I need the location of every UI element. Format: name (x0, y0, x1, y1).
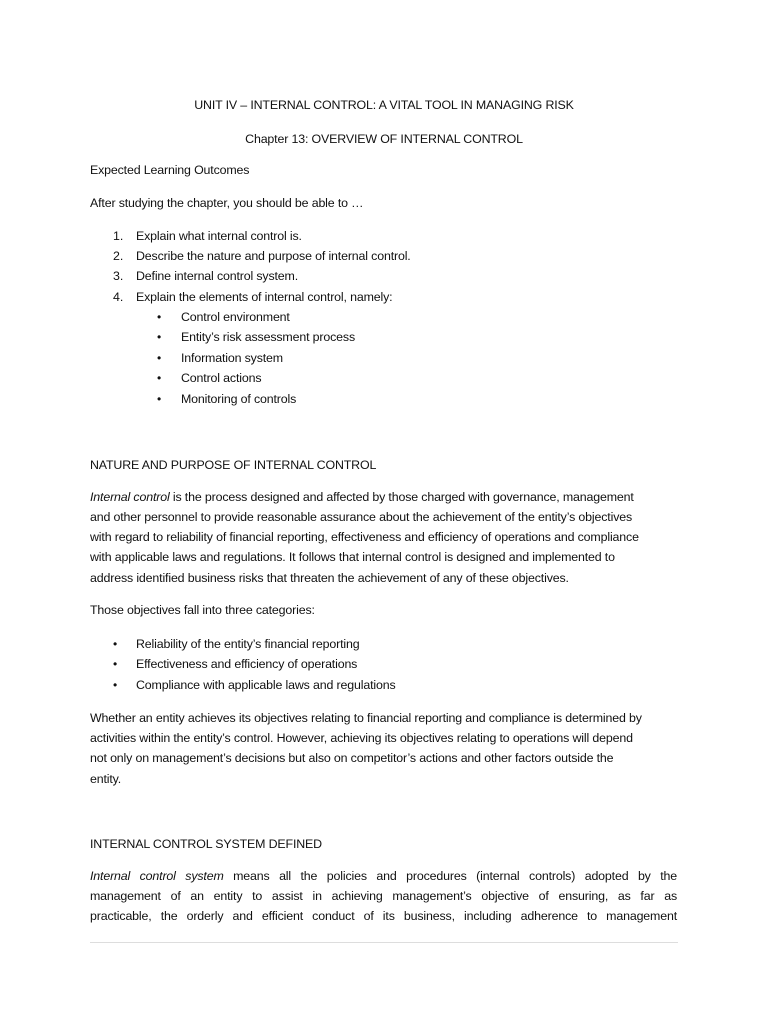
list-item-text: Explain what internal control is. (136, 229, 302, 243)
paragraph-line: Whether an entity achieves its objectives relating to financial reporting and compliance is determined by (90, 711, 642, 725)
sublist-item-text: Information system (181, 351, 283, 365)
sublist-item-text: Entity’s risk assessment process (181, 330, 356, 344)
paragraph-line: practicable, the orderly and efficient conduct of its business, including adherence to management (90, 909, 677, 923)
paragraph-line: Internal control is the process designed and affected by those charged with governance, management (90, 490, 634, 504)
chapter-title: Chapter 13: OVERVIEW OF INTERNAL CONTROL (245, 132, 523, 146)
list-number: 3. (113, 269, 124, 283)
paragraph-line: activities within the entity’s control. However, achieving its objectives relating to operations will depend (90, 731, 633, 745)
page-divider (90, 942, 678, 943)
outcomes-heading: Expected Learning Outcomes (90, 163, 250, 177)
sublist-item-text: Control actions (181, 371, 262, 385)
paragraph-line: Internal control system means all the policies and procedures (internal controls) adopted by the (90, 869, 678, 883)
paragraph-line: not only on management’s decisions but also on competitor’s actions and other factors outside the (90, 751, 614, 765)
paragraph-line: entity. (90, 772, 122, 786)
bullet-icon: • (157, 351, 162, 365)
list-number: 2. (113, 249, 124, 263)
paragraph-line: address identified business risks that threaten the achievement of any of these objectives. (90, 571, 569, 585)
list-item-text: Compliance with applicable laws and regulations (136, 678, 396, 692)
categories-intro: Those objectives fall into three categories: (90, 603, 315, 617)
bullet-icon: • (113, 637, 118, 651)
outcomes-intro: After studying the chapter, you should be able to … (90, 196, 364, 210)
bullet-icon: • (157, 392, 162, 406)
system-heading: INTERNAL CONTROL SYSTEM DEFINED (90, 837, 322, 851)
sublist-item-text: Monitoring of controls (181, 392, 297, 406)
bullet-icon: • (113, 657, 118, 671)
paragraph-line: management of an entity to assist in achieving management’s objective of ensuring, as far as (90, 889, 677, 903)
bullet-icon: • (157, 330, 162, 344)
paragraph-line: and other personnel to provide reasonable assurance about the achievement of the entity’s objectives (90, 510, 633, 524)
list-number: 4. (113, 290, 124, 304)
list-item-text: Reliability of the entity’s financial reporting (136, 637, 360, 651)
bullet-icon: • (157, 371, 162, 385)
sublist-item-text: Control environment (181, 310, 290, 324)
paragraph-line: with regard to reliability of financial reporting, effectiveness and efficiency of operations and compliance (90, 530, 639, 544)
defined-term: Internal control (90, 490, 170, 504)
defined-term: Internal control system (90, 869, 224, 883)
paragraph-line: with applicable laws and regulations. It follows that internal control is designed and implemented to (90, 550, 615, 564)
unit-title: UNIT IV – INTERNAL CONTROL: A VITAL TOOL IN MANAGING RISK (194, 98, 574, 112)
list-item-text: Effectiveness and efficiency of operations (136, 657, 358, 671)
list-item-text: Define internal control system. (136, 269, 299, 283)
nature-heading: NATURE AND PURPOSE OF INTERNAL CONTROL (90, 458, 377, 472)
list-number: 1. (113, 229, 124, 243)
list-item-text: Describe the nature and purpose of internal control. (136, 249, 411, 263)
bullet-icon: • (157, 310, 162, 324)
list-item-text: Explain the elements of internal control, namely: (136, 290, 393, 304)
bullet-icon: • (113, 678, 118, 692)
